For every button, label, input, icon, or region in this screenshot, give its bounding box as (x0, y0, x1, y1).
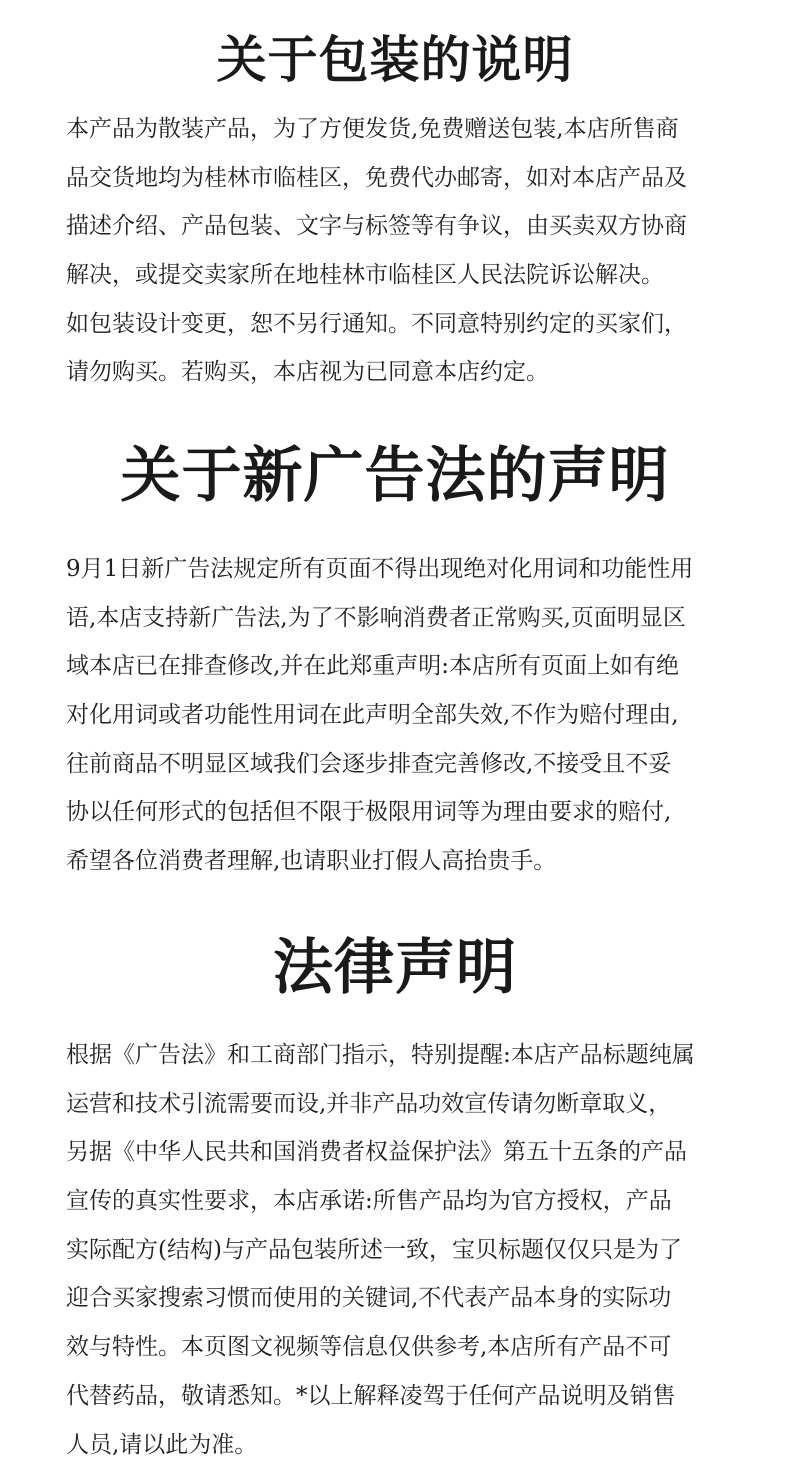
text-line: 9月1日新广告法规定所有页面不得出现绝对化用词和功能性用 (66, 556, 694, 582)
text-line: 请勿购买。若购买，本店视为已同意本店约定。 (66, 359, 549, 386)
text-line: 本产品为散装产品，为了方便发货,免费赠送包装,本店所售商 (66, 116, 679, 142)
text-line: 品交货地均为桂林市临桂区，免费代办邮寄，如对本店产品及 (66, 164, 687, 191)
text-line: 描述介绍、产品包装、文字与标签等有争议，由买卖双方协商 (66, 213, 687, 240)
legal-statement-title: 法律声明 (273, 933, 517, 1003)
legal-statement-body (66, 1031, 695, 1469)
text-line: 代替药品，敬请悉知。*以上解释凌驾于任何产品说明及销售 (66, 1382, 676, 1409)
text-line: 根据《广告法》和工商部门指示，特别提醒:本店产品标题纯属 (66, 1042, 695, 1068)
ad-law-statement-body (66, 545, 693, 886)
text-line: 解决，或提交卖家所在地桂林市临桂区人民法院诉讼解决。 (66, 262, 664, 289)
text-line: 域本店已在排查修改,并在此郑重声明:本店所有页面上如有绝 (66, 653, 680, 680)
text-line: 效与特性。本页图文视频等信息仅供参考,本店所有产品不可 (66, 1334, 672, 1361)
text-line: 如包装设计变更，恕不另行通知。不同意特别约定的买家们， (66, 310, 687, 337)
text-line: 语,本店支持新广告法,为了不影响消费者正常购买,页面明显区 (66, 604, 686, 631)
text-line: 协以任何形式的包括但不限于极限用词等为理由要求的赔付, (66, 799, 672, 826)
text-line: 宣传的真实性要求，本店承诺:所售产品均为官方授权，产品 (66, 1188, 672, 1215)
text-line: 希望各位消费者理解,也请职业打假人高抬贵手。 (66, 848, 557, 875)
ad-law-statement-title: 关于新广告法的声明 (120, 441, 670, 511)
text-line: 人员,请以此为准。 (66, 1431, 258, 1458)
text-line: 迎合买家搜索习惯而使用的关键词,不代表产品本身的实际功 (66, 1285, 672, 1312)
text-line: 另据《中华人民共和国消费者权益保护法》第五十五条的产品 (66, 1139, 687, 1166)
packaging-notice-title: 关于包装的说明 (216, 30, 574, 89)
text-line: 实际配方(结构)与产品包装所述一致，宝贝标题仅仅只是为了 (66, 1236, 682, 1263)
text-line: 运营和技术引流需要而设,并非产品功效宣传请勿断章取义， (66, 1090, 672, 1117)
text-line: 对化用词或者功能性用词在此声明全部失效,不作为赔付理由, (66, 702, 679, 729)
packaging-notice-body (66, 105, 687, 397)
text-line: 往前商品不明显区域我们会逐步排查完善修改,不接受且不妥 (66, 750, 672, 777)
